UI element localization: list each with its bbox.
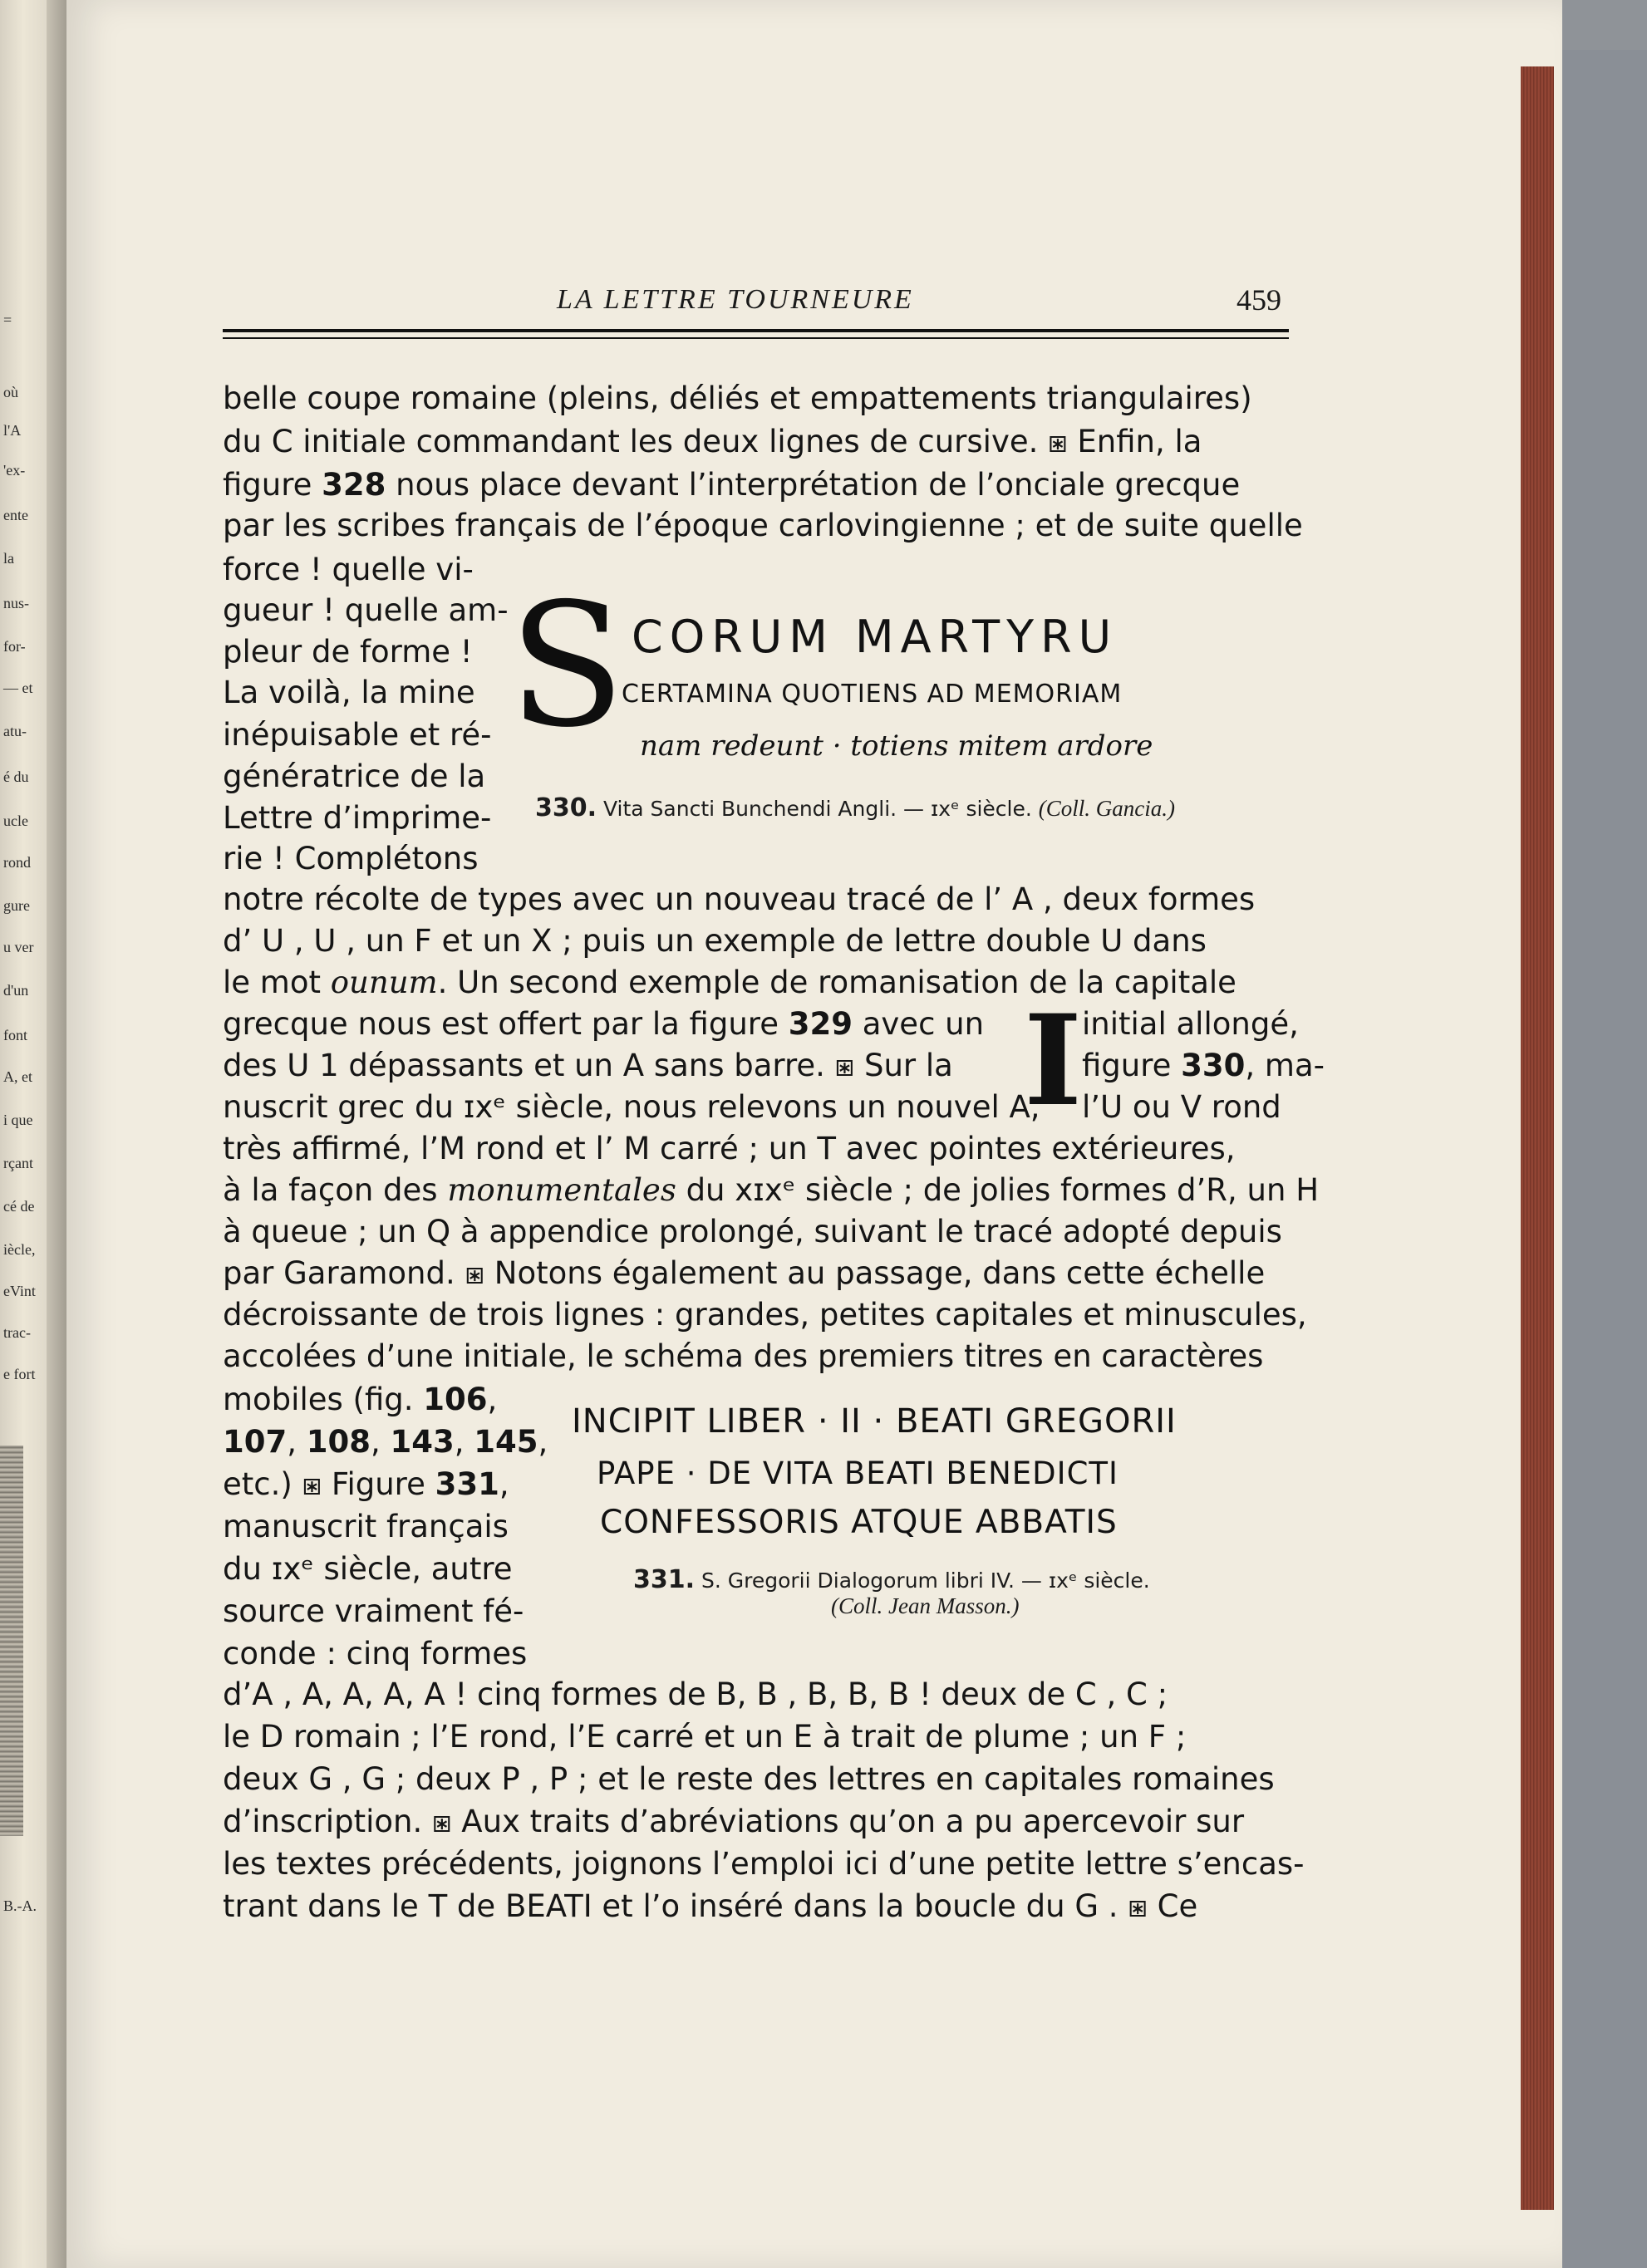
body-line: source vraiment fé- <box>223 1593 524 1629</box>
text-run: figure <box>223 467 322 503</box>
running-head: LA LETTRE TOURNEURE <box>557 284 914 315</box>
body-line: notre récolte de types avec un nouveau tracé de l’ A , deux formes <box>223 881 1256 917</box>
body-line: inépuisable et ré- <box>223 717 492 753</box>
text-run: du xɪxᵉ siècle ; de jolies formes d’R, un H <box>676 1172 1320 1208</box>
margin-fragment: = <box>3 312 12 328</box>
figure-331-line: PAPE · DE VITA BEATI BENEDICTI <box>597 1456 1118 1491</box>
margin-fragment: ente <box>3 507 28 523</box>
body-line: du C initiale commandant les deux lignes de cursive. ⧆ Enfin, la <box>223 424 1202 459</box>
text-run: , <box>499 1466 509 1502</box>
text-run: , <box>454 1424 474 1460</box>
text-run: à la façon des <box>223 1172 448 1208</box>
margin-fragment: A, et <box>3 1068 32 1085</box>
margin-fragment: u ver <box>3 939 34 955</box>
figure-ref: 107 <box>223 1424 288 1460</box>
figure-ref: 143 <box>390 1424 455 1460</box>
margin-fragment: 'ex- <box>3 462 26 479</box>
body-line: d’ U , U , un F et un X ; puis un exemple de lettre double U dans <box>223 923 1207 959</box>
body-line <box>223 964 1236 1002</box>
body-line: belle coupe romaine (pleins, déliés et empattements triangulaires) <box>223 380 1252 416</box>
caption-number: 331. <box>633 1565 696 1594</box>
margin-fragment: nus- <box>3 595 29 611</box>
body-line: par les scribes français de l’époque carlovingienne ; et de suite quelle <box>223 508 1303 543</box>
margin-fragment: gure <box>3 897 30 914</box>
figure-330-line: CORUM MARTYRU <box>632 611 1118 663</box>
book-cover <box>1554 50 1647 2268</box>
body-line: le D romain ; l’E rond, l’E carré et un E à trait de plume ; un F ; <box>223 1719 1187 1755</box>
body-line <box>223 1381 497 1419</box>
figure-330-line: nam redeunt · totiens mitem ardore <box>640 729 1153 763</box>
figure-330-line: CERTAMINA QUOTIENS AD MEMORIAM <box>622 680 1123 709</box>
text-run: mobiles (fig. <box>223 1382 424 1417</box>
body-line: gueur ! quelle am- <box>223 592 509 628</box>
body-line: génératrice de la <box>223 758 486 794</box>
text-run: , <box>371 1424 391 1460</box>
figure-ref: 331 <box>435 1466 499 1502</box>
body-line: trant dans le T de BEATI et l’o inséré dans la boucle du G . ⧆ Ce <box>223 1888 1198 1924</box>
caption-number: 330. <box>535 793 597 822</box>
body-line: les textes précédents, joignons l’emploi ici d’une petite lettre s’encas- <box>223 1846 1305 1882</box>
header-rule <box>223 329 1289 332</box>
body-line: pleur de forme ! <box>223 634 473 670</box>
margin-fragment: rçant <box>3 1155 33 1171</box>
text-run: , <box>538 1424 548 1460</box>
text-run: grecque nous est offert par la figure <box>223 1006 789 1042</box>
body-line: à queue ; un Q à appendice prolongé, suivant le tracé adopté depuis <box>223 1214 1282 1249</box>
text-run: , <box>287 1424 307 1460</box>
figure-ref: 145 <box>474 1424 538 1460</box>
margin-fragment: B.-A. <box>3 1897 37 1914</box>
figure-331-caption <box>633 1565 1150 1594</box>
body-line: d’A , A, A, A, A ! cinq formes de B, B , B, B, B ! deux de C , C ; <box>223 1676 1168 1712</box>
margin-fragment: atu- <box>3 723 27 739</box>
body-line <box>223 1423 548 1461</box>
body-line: très affirmé, l’M rond et l’ M carré ; un T avec pointes extérieures, <box>223 1131 1236 1166</box>
margin-fragment: trac- <box>3 1324 31 1341</box>
caption-text: S. Gregorii Dialogorum libri IV. — ɪxᵉ siècle. <box>695 1568 1150 1593</box>
body-line-right: l’U ou V rond <box>1082 1089 1281 1125</box>
text-run: . Un second exemple de romanisation de la capitale <box>437 965 1236 1000</box>
body-line: décroissante de trois lignes : grandes, petites capitales et minuscules, <box>223 1297 1307 1333</box>
figure-331-line: CONFESSORIS ATQUE ABBATIS <box>600 1504 1118 1541</box>
text-run: avec un <box>852 1006 985 1042</box>
margin-fragment: e fort <box>3 1366 36 1382</box>
margin-fragment: — et <box>3 680 33 696</box>
margin-fragment: l'A <box>3 422 22 439</box>
text-run: , ma- <box>1245 1048 1325 1083</box>
figure-ref: 329 <box>788 1006 853 1042</box>
tall-initial-glyph: I <box>1024 988 1083 1134</box>
body-line-right: initial allongé, <box>1082 1006 1299 1042</box>
figure-ref: 108 <box>306 1424 371 1460</box>
figure-ref: 106 <box>423 1382 488 1417</box>
body-line: force ! quelle vi- <box>223 552 474 587</box>
page-edges <box>1521 66 1554 2210</box>
margin-fragment: font <box>3 1027 27 1043</box>
body-line: La voilà, la mine <box>223 675 475 710</box>
body-line: deux G , G ; deux P , P ; et le reste des lettres en capitales romaines <box>223 1761 1275 1797</box>
figure-330-initial: S <box>509 567 626 765</box>
text-run: etc.) ⧆ Figure <box>223 1466 435 1502</box>
body-line: conde : cinq formes <box>223 1636 528 1672</box>
body-line: manuscrit français <box>223 1509 509 1544</box>
margin-fragment: i que <box>3 1112 33 1128</box>
body-line <box>223 1005 984 1043</box>
body-line: des U 1 dépassants et un A sans barre. ⧆ Sur la <box>223 1048 953 1083</box>
body-line <box>223 466 1240 504</box>
body-line-right <box>1082 1047 1325 1085</box>
margin-fragment: où <box>3 384 18 400</box>
header-rule-thin <box>223 337 1289 339</box>
margin-fragment: ucle <box>3 812 28 829</box>
caption-collection: (Coll. Gancia.) <box>1038 796 1175 821</box>
margin-fragment: é du <box>3 768 29 785</box>
margin-fragment: for- <box>3 638 26 655</box>
body-line: accolées d’une initiale, le schéma des premiers titres en caractères <box>223 1338 1264 1374</box>
caption-text: Vita Sancti Bunchendi Angli. — ɪxᵉ siècle. <box>597 797 1039 821</box>
margin-fragment: iècle, <box>3 1241 36 1258</box>
margin-fragment: eVint <box>3 1283 36 1299</box>
figure-ref: 330 <box>1181 1048 1246 1083</box>
margin-fragment: la <box>3 550 14 567</box>
margin-fragment: d'un <box>3 982 29 999</box>
figure-331-line: INCIPIT LIBER · II · BEATI GREGORII <box>572 1402 1177 1441</box>
left-page-illustration <box>0 1446 23 1836</box>
figure-331-caption-collection <box>831 1593 1019 1619</box>
italic-word: ounum <box>330 965 438 1000</box>
body-line: nuscrit grec du ɪxᵉ siècle, nous relevons un nouvel A, <box>223 1089 1040 1125</box>
body-line: rie ! Complétons <box>223 841 479 876</box>
text-run: , <box>487 1382 498 1417</box>
body-line: du ɪxᵉ siècle, autre <box>223 1551 513 1587</box>
body-line: Lettre d’imprime- <box>223 800 492 836</box>
body-line <box>223 1171 1319 1210</box>
figure-ref: 328 <box>322 467 386 503</box>
caption-collection: (Coll. Jean Masson.) <box>831 1593 1020 1618</box>
body-line: par Garamond. ⧆ Notons également au passage, dans cette échelle <box>223 1255 1266 1291</box>
figure-330-caption <box>535 793 1175 822</box>
text-run: le mot <box>223 965 331 1000</box>
margin-fragment: rond <box>3 854 31 871</box>
body-line <box>223 1465 509 1504</box>
page-number: 459 <box>1236 283 1281 317</box>
text-run: figure <box>1082 1048 1182 1083</box>
margin-fragment: cé de <box>3 1198 35 1215</box>
text-run: nous place devant l’interprétation de l’onciale grecque <box>386 467 1241 503</box>
italic-word: monumentales <box>447 1172 676 1208</box>
body-line: d’inscription. ⧆ Aux traits d’abréviations qu’on a pu apercevoir sur <box>223 1804 1245 1839</box>
